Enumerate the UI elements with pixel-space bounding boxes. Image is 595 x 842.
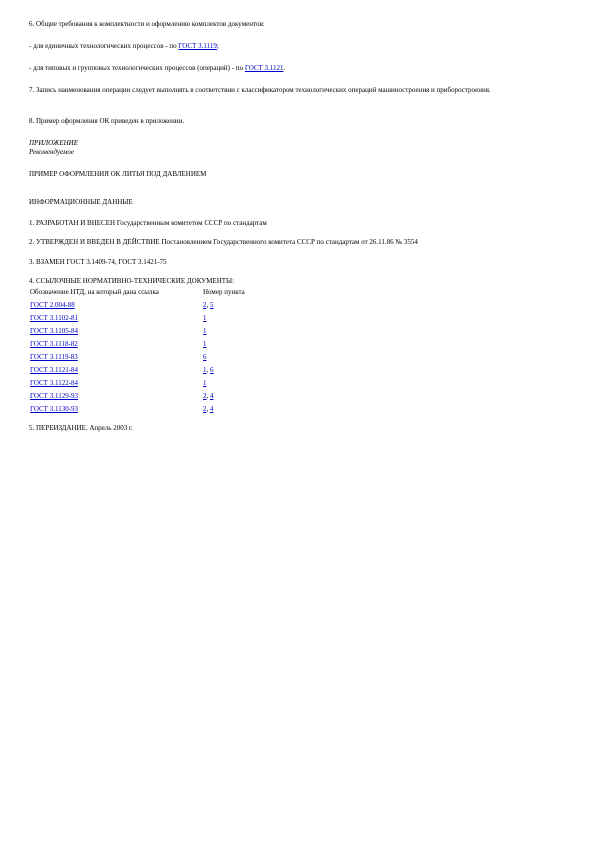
doc-link[interactable]: ГОСТ 3.1130-93: [30, 405, 79, 413]
table-row: [29, 353, 285, 366]
table-row: [29, 392, 285, 405]
clause-link[interactable]: 2: [203, 301, 207, 309]
clause-link[interactable]: 2: [203, 392, 207, 400]
link-gost-3-1119[interactable]: ГОСТ 3.1119: [178, 42, 217, 50]
clause-link[interactable]: 1: [203, 314, 207, 322]
clause-cell: [202, 379, 285, 392]
doc-link[interactable]: ГОСТ 3.1122-84: [30, 379, 79, 387]
clause-link[interactable]: 1: [203, 340, 207, 348]
clause-separator: ,: [206, 366, 210, 374]
clause-link[interactable]: 6: [203, 353, 207, 361]
item-6: 6. Общие требования к комплектности и оформлению комплектов документов:: [29, 20, 265, 28]
doc-cell: [29, 379, 202, 392]
clause-separator: ,: [206, 405, 210, 413]
item-8: 8. Пример оформления ОК приведен в приложении.: [29, 117, 185, 125]
single-process-text: - для единичных технологических процессов - по: [29, 42, 179, 50]
clause-link[interactable]: 5: [210, 301, 214, 309]
clause-cell: [202, 340, 285, 353]
clause-link[interactable]: 6: [210, 366, 214, 374]
single-process-suffix: ;: [216, 42, 219, 50]
clause-separator: ,: [206, 301, 210, 309]
table-row: [29, 379, 285, 392]
doc-link[interactable]: ГОСТ 3.1119-83: [30, 353, 78, 361]
clause-link[interactable]: 1: [203, 379, 207, 387]
clause-link[interactable]: 2: [203, 405, 207, 413]
clause-cell: [202, 327, 285, 340]
doc-cell: [29, 301, 202, 314]
clause-link[interactable]: 4: [210, 392, 214, 400]
clause-cell: [202, 301, 285, 314]
table-row: [29, 301, 285, 314]
doc-link[interactable]: ГОСТ 3.1129-93: [30, 392, 79, 400]
doc-link[interactable]: ГОСТ 3.1105-84: [30, 327, 79, 335]
typical-process-suffix: .: [283, 64, 286, 72]
item-7: 7. Запись наименования операции следует выполнять в соответствии с классификатором технологических операций машиностроения и приборостроения.: [29, 86, 491, 94]
info-title: ИНФОРМАЦИОННЫЕ ДАННЫЕ: [29, 198, 133, 206]
doc-cell: [29, 314, 202, 327]
doc-link[interactable]: ГОСТ 3.1118-82: [30, 340, 78, 348]
clause-link[interactable]: 1: [203, 366, 207, 374]
example-title: ПРИМЕР ОФОРМЛЕНИЯ ОК ЛИТЬЯ ПОД ДАВЛЕНИЕМ: [29, 170, 207, 178]
clause-link[interactable]: 1: [203, 327, 207, 335]
table-row: [29, 405, 285, 418]
doc-cell: [29, 392, 202, 405]
doc-link[interactable]: ГОСТ 3.1102-81: [30, 314, 79, 322]
clause-link[interactable]: 4: [210, 405, 214, 413]
header-doc-designation: Обозначение НТД, на который дана ссылка: [30, 288, 159, 296]
typical-process-text: - для типовых и групповых технологических процессов (операций) - по: [29, 64, 245, 72]
doc-cell: [29, 340, 202, 353]
link-gost-3-1121[interactable]: ГОСТ 3.1121: [244, 64, 284, 72]
doc-link[interactable]: ГОСТ 3.1121-84: [30, 366, 79, 374]
doc-link[interactable]: ГОСТ 2.004-88: [30, 301, 75, 309]
info-item-4: 4. ССЫЛОЧНЫЕ НОРМАТИВНО-ТЕХНИЧЕСКИЕ ДОКУМЕНТЫ:: [29, 277, 235, 285]
table-row: [29, 366, 285, 379]
doc-cell: [29, 405, 202, 418]
clause-separator: ,: [206, 392, 210, 400]
table-row: [29, 327, 285, 340]
recommended-label: Рекомендуемое: [29, 148, 74, 156]
single-process-line: [29, 42, 219, 51]
clause-cell: [202, 353, 285, 366]
doc-cell: [29, 366, 202, 379]
clause-cell: [202, 314, 285, 327]
info-item-2: 2. УТВЕРЖДЕН И ВВЕДЕН В ДЕЙСТВИЕ Постановлением Государственного комитета СССР по стандартам от 26.11.86 № 3554: [29, 238, 418, 246]
table-header-row: [29, 288, 285, 301]
typical-process-line: [29, 64, 285, 73]
doc-cell: [29, 327, 202, 340]
doc-cell: [29, 353, 202, 366]
appendix-label: ПРИЛОЖЕНИЕ: [29, 139, 78, 147]
info-item-5: 5. ПЕРЕИЗДАНИЕ. Апрель 2003 г.: [29, 424, 133, 432]
info-item-1: 1. РАЗРАБОТАН И ВНЕСЕН Государственным комитетом СССР по стандартам: [29, 219, 267, 227]
table-row: [29, 340, 285, 353]
clause-cell: [202, 392, 285, 405]
info-item-3: 3. ВЗАМЕН ГОСТ 3.1409-74, ГОСТ 3.1421-75: [29, 258, 167, 266]
clause-cell: [202, 366, 285, 379]
reference-table: [29, 288, 285, 418]
table-row: [29, 314, 285, 327]
header-clause-number: Номер пункта: [203, 288, 245, 296]
clause-cell: [202, 405, 285, 418]
